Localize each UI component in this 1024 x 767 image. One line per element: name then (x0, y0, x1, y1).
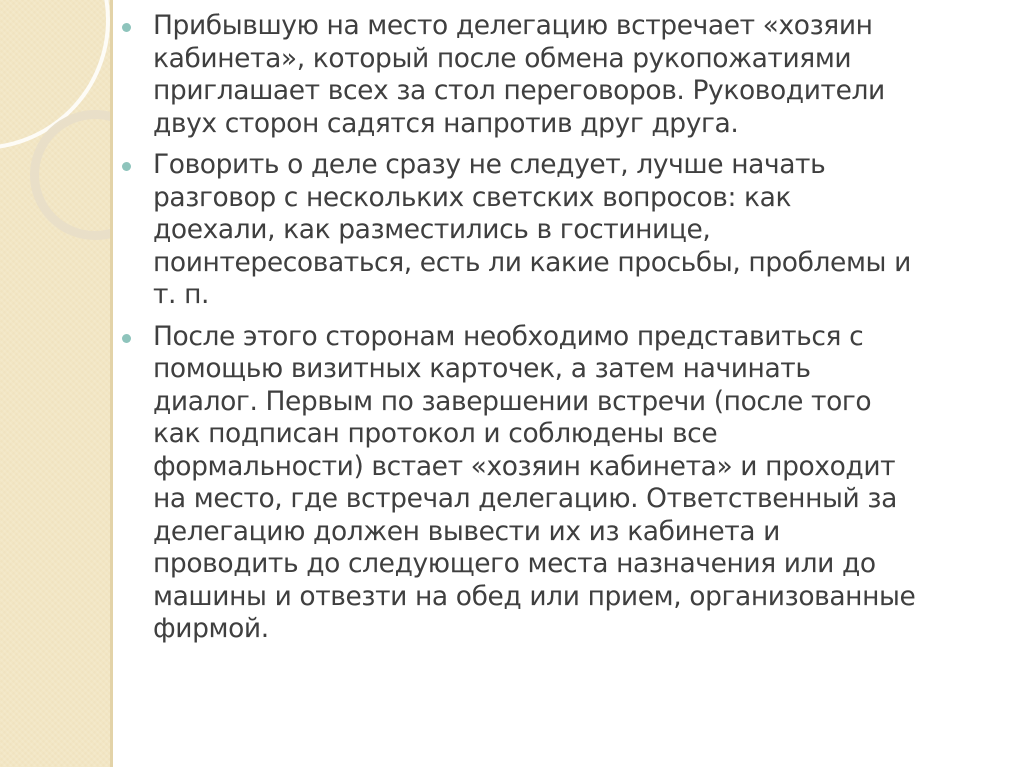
bullet-line: После этого сторонам необходимо представиться с (153, 320, 864, 352)
circle-bullet-icon (122, 23, 131, 32)
bullet-line: разговор с нескольких светских вопросов: как (153, 181, 792, 213)
bullet-item-small-talk (122, 149, 1012, 312)
bullet-line: делегацию должен вывести их из кабинета и (153, 515, 780, 547)
bullet-item-greeting (122, 10, 1012, 140)
bullet-line: диалог. Первым по завершении встречи (после того (153, 385, 872, 417)
bullet-line: на место, где встречал делегацию. Ответственный за (153, 483, 897, 514)
bullet-line: двух сторон садятся напротив друг друга. (153, 107, 739, 139)
bullet-line: приглашает всех за стол переговоров. Руководители (153, 75, 885, 106)
bullet-list (122, 10, 1012, 646)
bullet-line: Говорить о деле сразу не следует, лучше начать (153, 149, 826, 180)
bullet-line: как подписан протокол и соблюдены все (153, 418, 718, 449)
bullet-line: помощью визитных карточек, а затем начинать (153, 353, 811, 384)
bullet-line: формальности) встает «хозяин кабинета» и проходит (153, 450, 896, 482)
circle-bullet-icon (122, 334, 131, 343)
bullet-line: Прибывшую на место делегацию встречает «хозяин (153, 10, 873, 41)
bullet-line: доехали, как разместились в гостинице, (153, 214, 711, 245)
circle-bullet-icon (122, 162, 131, 171)
bullet-item-business-cards (122, 321, 1012, 646)
bullet-line: проводить до следующего места назначения или до (153, 548, 876, 579)
side-panel-edge (110, 0, 113, 767)
decorative-side-panel (0, 0, 112, 767)
bullet-line: кабинета», который после обмена рукопожатиями (153, 42, 852, 74)
bullet-line: поинтересоваться, есть ли какие просьбы, проблемы и (153, 246, 911, 278)
bullet-line: машины и отвезти на обед или прием, организованные (153, 580, 916, 612)
bullet-line: т. п. (153, 279, 210, 310)
slide-content (122, 10, 1012, 655)
bullet-line: фирмой. (153, 613, 269, 644)
